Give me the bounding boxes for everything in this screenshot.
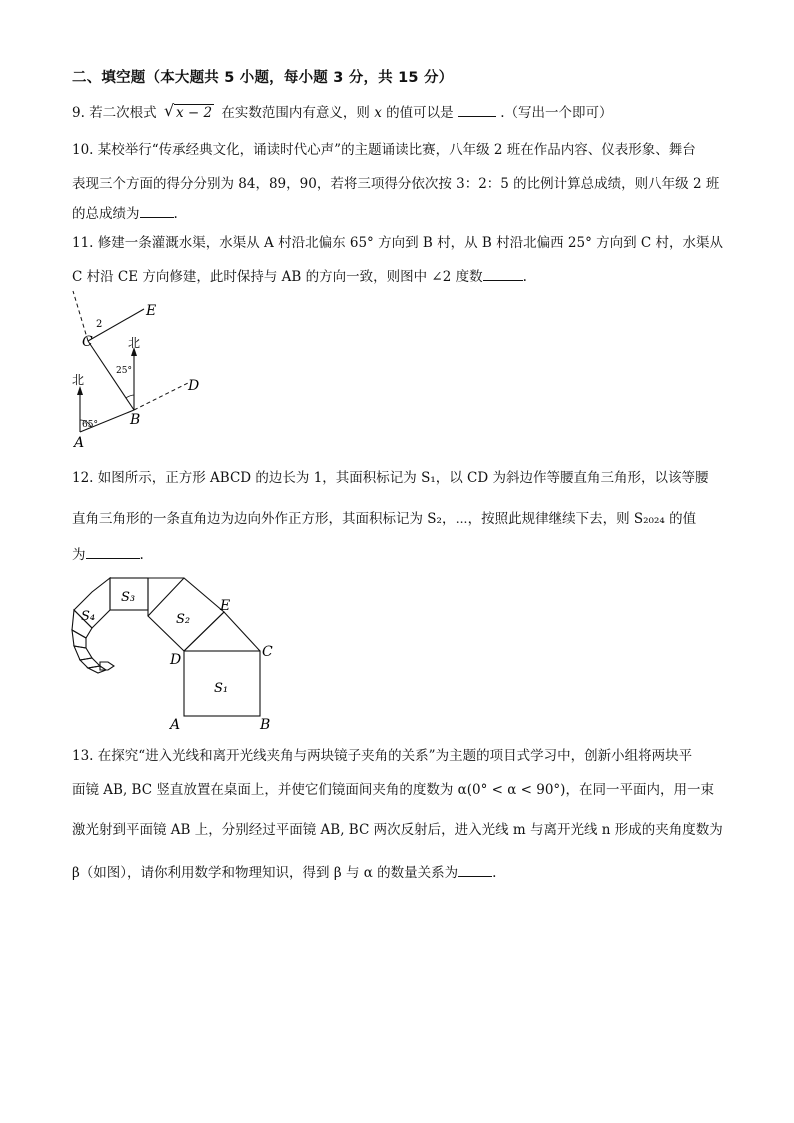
label-b: B <box>130 412 141 428</box>
angle-arc-25 <box>126 395 134 398</box>
label-angle-2: 2 <box>96 319 103 330</box>
q12-line-3-text: 为 <box>72 547 86 563</box>
label-c: C <box>82 334 93 350</box>
figure-q12-square-spiral <box>66 572 296 734</box>
q13-line-4 <box>72 862 496 883</box>
q13-line-3: 激光射到平面镜 AB 上，分别经过平面镜 AB, BC 两次反射后，进入光线 m 与离开光线 n 形成的夹角度数为 <box>72 822 723 838</box>
label-e: E <box>146 303 157 319</box>
q10-period: . <box>173 206 178 222</box>
answer-blank-13[interactable] <box>458 862 492 877</box>
triangle-dec <box>184 612 260 651</box>
q11-line-1: 11. 修建一条灌溉水渠，水渠从 A 村沿北偏东 65° 方向到 B 村，从 B 村沿北偏西 25° 方向到 C 村，水渠从 <box>72 235 724 251</box>
label-s1: S₁ <box>214 681 229 696</box>
q12-line-3 <box>72 544 144 565</box>
q10-line-1: 10. 某校举行“传承经典文化，诵读时代心声”的主题诵读比赛，八年级 2 班在作品内容、仪表形象、舞台 <box>72 142 696 158</box>
label-d: D <box>188 378 200 394</box>
label-angle-65: 65° <box>82 420 98 430</box>
q10-line-3 <box>72 203 178 224</box>
label-a: A <box>170 717 181 733</box>
q12-period: . <box>139 547 144 563</box>
q9-text-d: .（写出一个即可） <box>500 105 613 121</box>
figure-q11-canal-diagram <box>60 285 220 455</box>
label-north-b: 北 <box>128 336 141 350</box>
q13-line-4-text: β（如图），请你利用数学和物理知识，得到 β 与 α 的数量关系为 <box>72 865 459 881</box>
q9-text-b: 在实数范围内有意义，则 <box>221 105 370 121</box>
q9-var: x <box>374 105 382 121</box>
label-angle-25: 25° <box>116 366 132 376</box>
answer-blank-11[interactable] <box>483 266 523 281</box>
answer-blank-12[interactable] <box>86 544 140 559</box>
dashed-segment-bd <box>134 383 188 410</box>
q13-period: . <box>492 865 497 881</box>
answer-blank-9[interactable] <box>458 102 496 117</box>
q11-period: . <box>522 269 527 285</box>
north-arrow-a-head <box>77 386 83 395</box>
radical-expression: √ x − 2 <box>163 101 213 121</box>
label-d: D <box>170 652 182 668</box>
label-a: A <box>74 435 85 451</box>
q11-line-2-text: C 村沿 CE 方向修建，此时保持与 AB 的方向一致，则图中 ∠2 度数 <box>72 269 483 285</box>
radicand: x − 2 <box>175 105 213 121</box>
q9-text-a: 若二次根式 <box>89 105 157 121</box>
q9-number: 9. <box>72 105 85 121</box>
label-e: E <box>220 598 231 614</box>
label-s2: S₂ <box>176 612 191 627</box>
question-9 <box>72 102 613 123</box>
square-s6 <box>72 630 86 648</box>
label-c: C <box>262 644 273 660</box>
q12-line-1: 12. 如图所示，正方形 ABCD 的边长为 1，其面积标记为 S₁，以 CD 为斜边作等腰直角三角形，以该等腰 <box>72 470 709 486</box>
q12-line-2: 直角三角形的一条直角边为边向外作正方形，其面积标记为 S₂，⋯，按照此规律继续下去，则 S₂₀₂₄ 的值 <box>72 511 697 527</box>
q13-line-2: 面镜 AB, BC 竖直放置在桌面上，并使它们镜面间夹角的度数为 α(0° < α < 90°)，在同一平面内，用一束 <box>72 782 714 798</box>
square-s10 <box>100 662 114 670</box>
section-title: 二、填空题（本大题共 5 小题，每小题 3 分，共 15 分） <box>72 70 454 86</box>
q10-line-2: 表现三个方面的得分分别为 84，89，90，若将三项得分依次按 3：2：5 的比例计算总成绩，则八年级 2 班 <box>72 176 720 192</box>
label-b: B <box>260 717 271 733</box>
q9-text-c: 的值可以是 <box>386 105 454 121</box>
q13-line-1: 13. 在探究“进入光线和离开光线夹角与两块镜子夹角的关系”为主题的项目式学习中，创新小组将两块平 <box>72 748 693 764</box>
label-s4: S₄ <box>81 609 96 624</box>
label-s3: S₃ <box>121 590 136 605</box>
q11-line-2 <box>72 266 527 287</box>
q10-line-3-text: 的总成绩为 <box>72 206 140 222</box>
answer-blank-10[interactable] <box>140 203 174 218</box>
label-north-a: 北 <box>72 373 85 387</box>
